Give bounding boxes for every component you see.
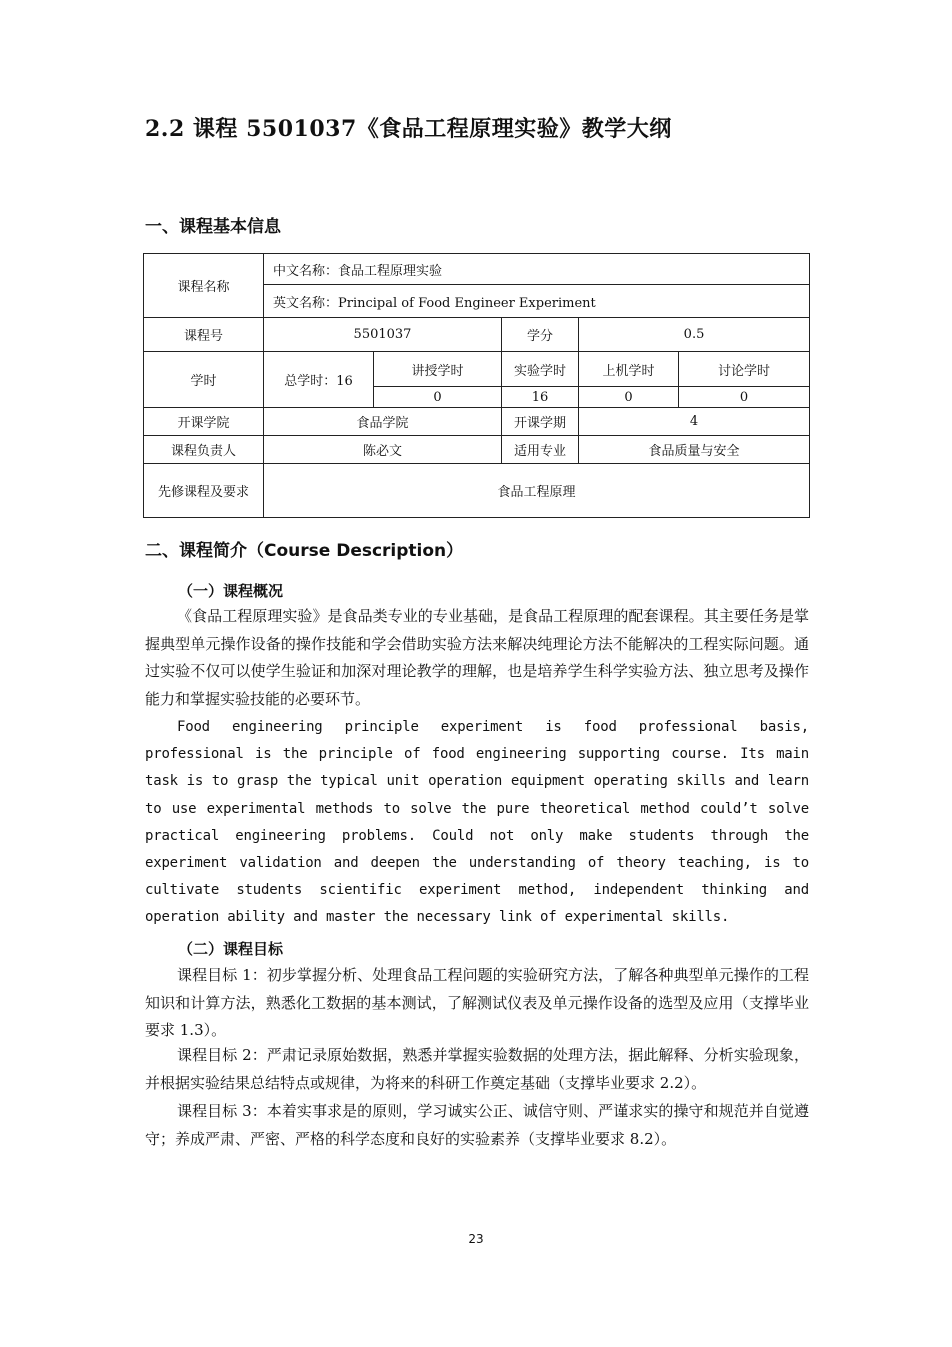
credit-label: 学分 (502, 318, 579, 352)
course-name-label: 课程名称 (144, 254, 264, 318)
page-number: 23 (468, 1232, 484, 1246)
major-label: 适用专业 (502, 436, 579, 464)
computer-hours-value: 0 (579, 387, 679, 408)
lecture-hours-label: 讲授学时 (374, 352, 502, 387)
lab-hours-label: 实验学时 (502, 352, 579, 387)
goal-3-text: 课程目标 3：本着实事求是的原则，学习诚实公正、诚信守则、严谨求实的操守和规范并自觉遵守；养成严肃、严密、严格的科学态度和良好的实验素养（支撑毕业要求 8.2）。 (145, 1102, 809, 1148)
lecture-hours-value: 0 (374, 387, 502, 408)
overview-en-paragraph (145, 714, 809, 932)
semester-label: 开课学期 (502, 408, 579, 436)
goal-1-text: 课程目标 1：初步掌握分析、处理食品工程问题的实验研究方法，了解各种典型单元操作的工程知识和计算方法，熟悉化工数据的基本测试，了解测试仪表及单元操作设备的选型及应用（支撑毕业要求 1.3）。 (145, 966, 809, 1039)
document-title: 2.2 课程 5501037《食品工程原理实验》教学大纲 (145, 116, 672, 142)
overview-en-text: Food engineering principle experiment is food professional basis, professional is the principle of food engineering supporting course. Its main task is to grasp the typical unit operation equipment operating skills and learn to use experimental methods to solve the pure theoretical method could’t solve practical engineering problems. Could not only make students through the experiment validation and deepen the understanding of theory teaching, is to cultivate students scientific experiment method, independent thinking and operation ability and master the necessary link of experimental skills. (145, 719, 809, 926)
overview-cn-text: 《食品工程原理实验》是食品类专业的专业基础，是食品工程原理的配套课程。其主要任务是掌握典型单元操作设备的操作技能和学会借助实验方法来解决纯理论方法不能解决的工程实际问题。通过实验不仅可以使学生验证和加深对理论教学的理解，也是培养学生科学实验方法、独立思考及操作能力和掌握实验技能的必要环节。 (145, 607, 809, 708)
lab-hours-value: 16 (502, 387, 579, 408)
course-en-name: 英文名称：Principal of Food Engineer Experiment (264, 285, 810, 318)
prereq-label: 先修课程及要求 (144, 464, 264, 518)
total-hours: 总学时：16 (264, 352, 374, 408)
college-label: 开课学院 (144, 408, 264, 436)
goal-3-paragraph (145, 1098, 809, 1153)
section-heading-basic-info: 一、课程基本信息 (145, 217, 281, 237)
credit-value: 0.5 (579, 318, 810, 352)
computer-hours-label: 上机学时 (579, 352, 679, 387)
major-value: 食品质量与安全 (579, 436, 810, 464)
subheading-overview: （一）课程概况 (178, 582, 284, 600)
course-no-value: 5501037 (264, 318, 502, 352)
hours-label: 学时 (144, 352, 264, 408)
prereq-value: 食品工程原理 (264, 464, 810, 518)
discussion-hours-value: 0 (679, 387, 810, 408)
semester-value: 4 (579, 408, 810, 436)
college-value: 食品学院 (264, 408, 502, 436)
course-info-table (143, 253, 810, 518)
course-no-label: 课程号 (144, 318, 264, 352)
section-heading-description: 二、课程简介（Course Description） (145, 541, 464, 561)
owner-label: 课程负责人 (144, 436, 264, 464)
discussion-hours-label: 讨论学时 (679, 352, 810, 387)
goal-2-text: 课程目标 2：严肃记录原始数据，熟悉并掌握实验数据的处理方法，据此解释、分析实验现象，并根据实验结果总结特点或规律，为将来的科研工作奠定基础（支撑毕业要求 2.2）。 (145, 1046, 809, 1092)
subheading-goals: （二）课程目标 (178, 940, 284, 958)
goal-2-paragraph (145, 1042, 809, 1097)
goal-1-paragraph (145, 962, 809, 1045)
course-cn-name: 中文名称：食品工程原理实验 (264, 254, 810, 285)
overview-cn-paragraph (145, 603, 809, 713)
owner-value: 陈必文 (264, 436, 502, 464)
